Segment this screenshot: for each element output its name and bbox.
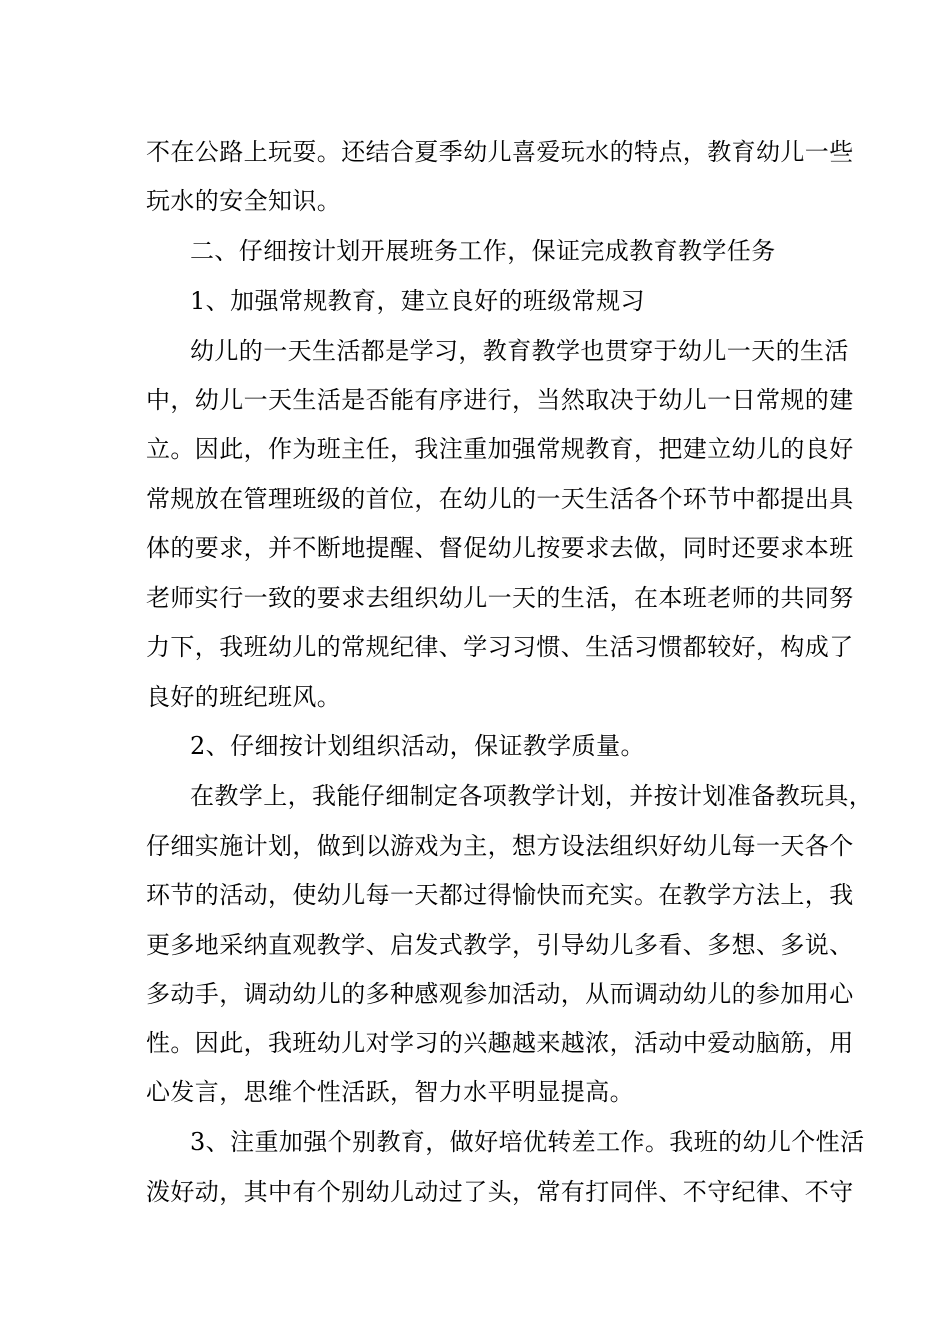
text-line: 体的要求，并不断地提醒、督促幼儿按要求去做，同时还要求本班 (146, 534, 854, 562)
text-line: 多动手，调动幼儿的多种感观参加活动，从而调动幼儿的参加用心 (146, 980, 854, 1008)
text-line: 不在公路上玩耍。还结合夏季幼儿喜爱玩水的特点，教育幼儿一些 (146, 138, 854, 166)
text-line: 力下，我班幼儿的常规纪律、学习习惯、生活习惯都较好，构成了 (146, 633, 854, 661)
subsection-heading: 1、加强常规教育，建立良好的班级常规习 (190, 287, 645, 315)
text-line: 环节的活动，使幼儿每一天都过得愉快而充实。在教学方法上，我 (146, 881, 854, 909)
text-line: 常规放在管理班级的首位，在幼儿的一天生活各个环节中都提出具 (146, 485, 854, 513)
text-line: 幼儿的一天生活都是学习，教育教学也贯穿于幼儿一天的生活 (190, 337, 849, 365)
subsection-heading: 2、仔细按计划组织活动，保证教学质量。 (190, 732, 645, 760)
text-line: 更多地采纳直观教学、启发式教学，引导幼儿多看、多想、多说、 (146, 931, 854, 959)
text-line: 立。因此，作为班主任，我注重加强常规教育，把建立幼儿的良好 (146, 435, 854, 463)
text-line: 心发言，思维个性活跃，智力水平明显提高。 (146, 1078, 634, 1106)
text-line: 玩水的安全知识。 (146, 187, 342, 215)
section-heading: 二、仔细按计划开展班务工作，保证完成教育教学任务 (190, 237, 776, 265)
text-line: 中，幼儿一天生活是否能有序进行，当然取决于幼儿一日常规的建 (146, 386, 854, 414)
text-line: 老师实行一致的要求去组织幼儿一天的生活，在本班老师的共同努 (146, 584, 854, 612)
text-line: 仔细实施计划，做到以游戏为主，想方设法组织好幼儿每一天各个 (146, 832, 854, 860)
subsection-heading: 3、注重加强个别教育，做好培优转差工作。我班的幼儿个性活 (190, 1128, 865, 1156)
text-line: 在教学上，我能仔细制定各项教学计划，并按计划准备教玩具， (190, 782, 874, 810)
text-line: 良好的班纪班风。 (146, 683, 342, 711)
text-line: 泼好动，其中有个别幼儿动过了头，常有打同伴、不守纪律、不守 (146, 1178, 854, 1206)
text-line: 性。因此，我班幼儿对学习的兴趣越来越浓，活动中爱动脑筋，用 (146, 1029, 854, 1057)
